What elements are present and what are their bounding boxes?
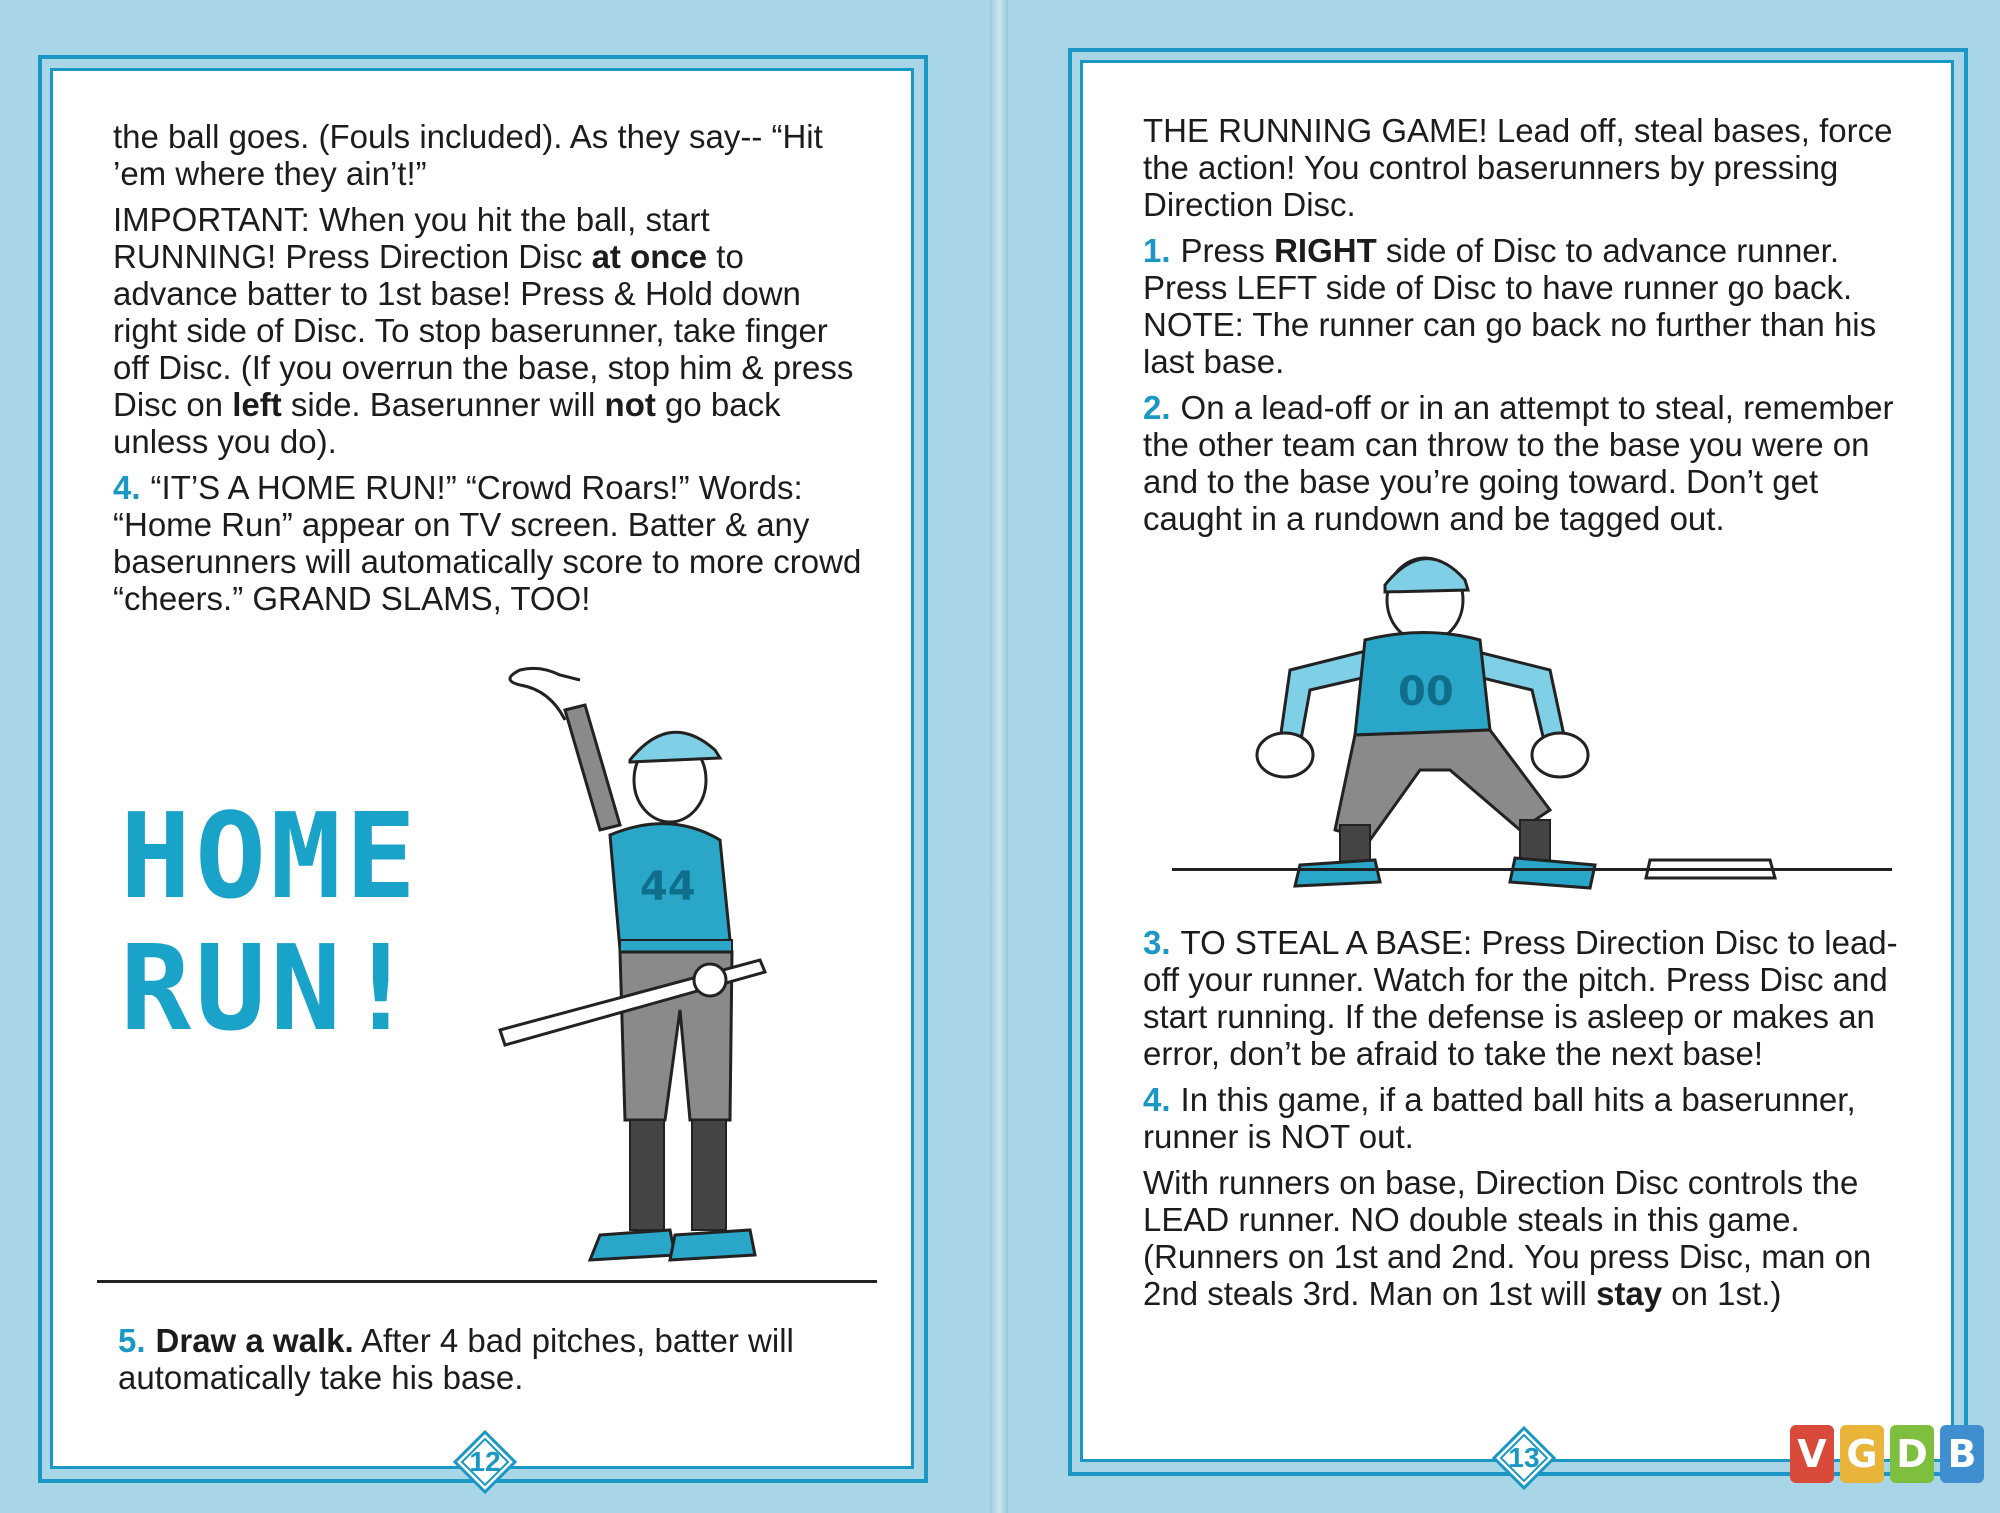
logo-tile-v: V <box>1790 1425 1834 1483</box>
item-3-text: TO STEAL A BASE: Press Direction Disc to lead-off your runner. Watch for the pitch. Press Disc and start running. If the defense is asleep or makes an error, don’t be afraid to take the next base! <box>1143 924 1898 1072</box>
item-3 <box>1143 924 1923 1072</box>
home-run-banner <box>120 787 421 1057</box>
right-ground-line <box>1172 868 1892 871</box>
logo-tile-b: B <box>1940 1425 1984 1483</box>
right-page-body-bottom <box>1143 924 1923 1321</box>
batter-illustration <box>480 650 810 1310</box>
right-page-number: 13 <box>1508 1442 1540 1473</box>
logo-tile-g: G <box>1840 1425 1884 1483</box>
item-number-1: 1. <box>1143 232 1171 269</box>
logo-tile-d: D <box>1890 1425 1934 1483</box>
right-page-body-top <box>1143 112 1923 546</box>
left-ground-line <box>97 1280 877 1283</box>
item-2 <box>1143 389 1923 537</box>
important-bold-not: not <box>604 386 656 423</box>
closing-paragraph <box>1143 1164 1923 1312</box>
banner-line-run: RUN! <box>120 919 421 1057</box>
important-text-b: to advance batter to 1st base! Press & Hold down right side of Disc. To stop baserunner, take finger off Disc. (If you overrun the base, stop him & press Disc on <box>113 238 854 423</box>
item-1 <box>1143 232 1923 380</box>
baserunner-illustration <box>1170 530 1900 900</box>
closing-text-b: on 1st.) <box>1662 1275 1782 1312</box>
right-jersey-number: 00 <box>1398 669 1454 715</box>
left-page-body <box>113 118 873 626</box>
item-4-text: In this game, if a batted ball hits a baserunner, runner is NOT out. <box>1143 1081 1856 1155</box>
item-number-4-left: 4. <box>113 469 141 506</box>
item-1-text-b: side of Disc to advance runner. Press LEFT side of Disc to have runner go back. NOTE: The runner can go back no further than his last base. <box>1143 232 1877 380</box>
item-number-3: 3. <box>1143 924 1171 961</box>
item-1-bold-right: RIGHT <box>1274 232 1377 269</box>
paragraph-fouls: the ball goes. (Fouls included). As they say-- “Hit ’em where they ain’t!” <box>113 118 823 192</box>
item-2-text: On a lead-off or in an attempt to steal, remember the other team can throw to the base you were on and to the base you’re going toward. Don’t get caught in a rundown and be tagged out. <box>1143 389 1894 537</box>
running-game-intro: THE RUNNING GAME! Lead off, steal bases, force the action! You control baserunners by pressing Direction Disc. <box>1143 112 1893 223</box>
closing-text-a: With runners on base, Direction Disc controls the LEAD runner. NO double steals in this game. (Runners on 1st and 2nd. You press Disc, man on 2nd steals 3rd. Man on 1st will <box>1143 1164 1872 1312</box>
left-jersey-number: 44 <box>640 864 696 910</box>
important-text-c: side. Baserunner will <box>281 386 605 423</box>
draw-walk-text: After 4 bad pitches, batter will automatically take his base. <box>118 1322 794 1396</box>
closing-bold-stay: stay <box>1596 1275 1663 1312</box>
left-page-item-5 <box>118 1322 878 1405</box>
home-run-text: “IT’S A HOME RUN!” “Crowd Roars!” Words: “Home Run” appear on TV screen. Batter & any baserunners will automatically score to more crowd “cheers.” GRAND SLAMS, TOO! <box>113 469 862 617</box>
booklet-spine <box>990 0 1008 1513</box>
left-page-number: 12 <box>469 1446 501 1477</box>
item-number-4-right: 4. <box>1143 1081 1171 1118</box>
left-page-number-badge <box>453 1430 517 1494</box>
banner-line-home: HOME <box>120 787 421 925</box>
important-text-a: IMPORTANT: When you hit the ball, start RUNNING! Press Direction Disc <box>113 201 710 275</box>
draw-walk-paragraph <box>118 1322 878 1396</box>
important-bold-at-once: at once <box>591 238 708 275</box>
item-number-2: 2. <box>1143 389 1171 426</box>
item-1-text-a: Press <box>1180 232 1275 269</box>
paragraph-home-run <box>113 469 873 617</box>
important-text-d: go back unless you do). <box>113 386 781 460</box>
item-4 <box>1143 1081 1923 1155</box>
draw-walk-bold: Draw a walk. <box>155 1322 354 1359</box>
vgdb-logo <box>1790 1425 1990 1485</box>
important-bold-left: left <box>232 386 282 423</box>
item-number-5: 5. <box>118 1322 146 1359</box>
right-page-number-badge <box>1492 1426 1556 1490</box>
paragraph-important <box>113 201 873 460</box>
